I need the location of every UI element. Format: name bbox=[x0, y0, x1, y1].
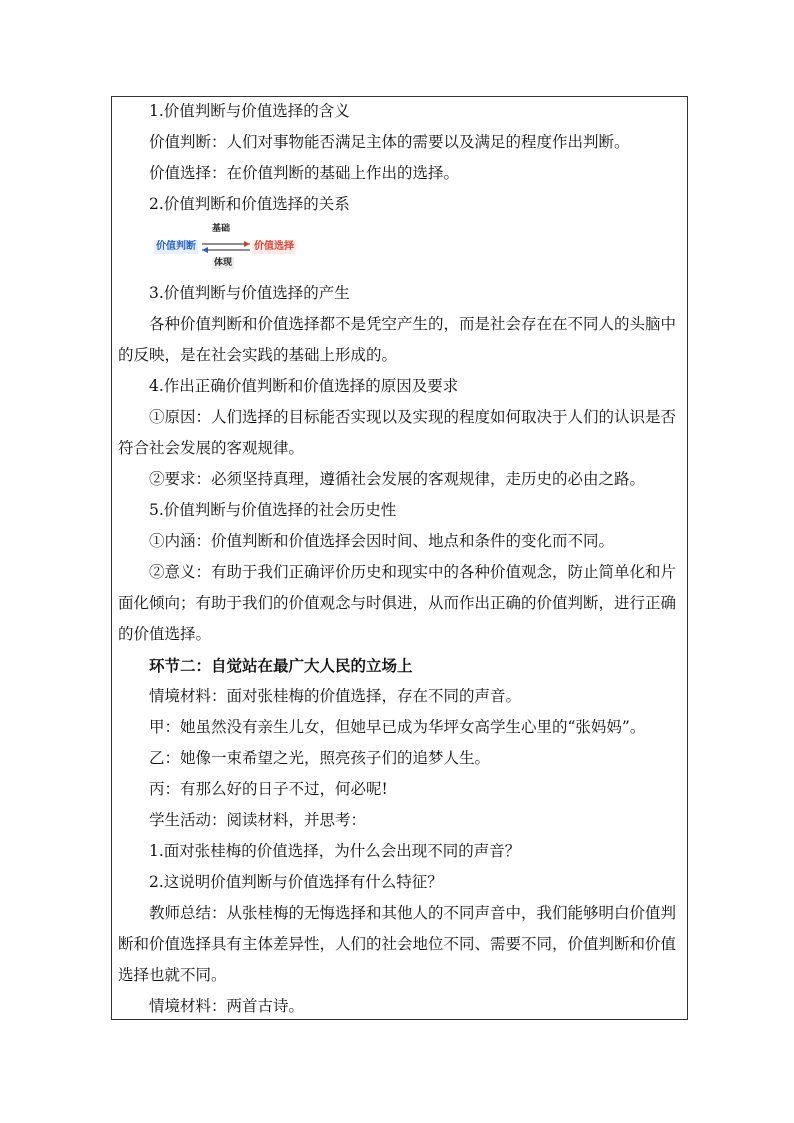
paragraph: 1.价值判断与价值选择的含义 bbox=[149, 102, 350, 120]
diagram-right-label: 价值选择 bbox=[254, 241, 294, 252]
paragraph: 2.价值判断和价值选择的关系 bbox=[149, 195, 350, 213]
paragraph: 各种价值判断和价值选择都不是凭空产生的，而是社会存在在不同人的头脑中的反映，是在社会实践的基础上形成的。 bbox=[118, 315, 677, 364]
paragraph: 教师总结：从张桂梅的无悔选择和其他人的不同声音中，我们能够明白价值判断和价值选择具有主体差异性，人们的社会地位不同、需要不同，价值判断和价值选择也就不同。 bbox=[118, 904, 677, 984]
paragraph: 学生活动：阅读材料，并思考： bbox=[149, 811, 367, 829]
paragraph: 丙：有那么好的日子不过，何必呢! bbox=[149, 780, 388, 798]
paragraph: 4.作出正确价值判断和价值选择的原因及要求 bbox=[149, 377, 459, 395]
document-content bbox=[118, 96, 684, 1022]
paragraph: 甲：她虽然没有亲生儿女，但她早已成为华坪女高学生心里的“张妈妈”。 bbox=[149, 718, 646, 736]
paragraph: ②要求：必须坚持真理，遵循社会发展的客观规律，走历史的必由之路。 bbox=[149, 470, 646, 488]
paragraph: 价值判断：人们对事物能否满足主体的需要以及满足的程度作出判断。 bbox=[149, 133, 630, 151]
paragraph: 3.价值判断与价值选择的产生 bbox=[149, 284, 350, 302]
paragraph: ②意义：有助于我们正确评价历史和现实中的各种价值观念，防止简单化和片面化倾向；有助于我们的价值观念与时俱进，从而作出正确的价值判断，进行正确的价值选择。 bbox=[118, 563, 677, 643]
paragraph: 乙：她像一束希望之光，照亮孩子们的追梦人生。 bbox=[149, 749, 491, 767]
paragraph: ①原因：人们选择的目标能否实现以及实现的程度如何取决于人们的认识是否符合社会发展的客观规律。 bbox=[118, 408, 677, 457]
paragraph: 情境材料：面对张桂梅的价值选择，存在不同的声音。 bbox=[149, 687, 522, 705]
diagram-top-label: 基础 bbox=[212, 224, 231, 234]
paragraph: 5.价值判断与价值选择的社会历史性 bbox=[149, 501, 397, 519]
paragraph: ①内涵：价值判断和价值选择会因时间、地点和条件的变化而不同。 bbox=[149, 532, 615, 550]
paragraph: 2.这说明价值判断与价值选择有什么特征？ bbox=[149, 873, 443, 891]
diagram-left-label: 价值判断 bbox=[156, 241, 196, 252]
paragraph: 1.面对张桂梅的价值选择，为什么会出现不同的声音？ bbox=[149, 842, 521, 860]
section-heading: 环节二：自觉站在最广大人民的立场上 bbox=[149, 656, 413, 675]
paragraph: 价值选择：在价值判断的基础上作出的选择。 bbox=[149, 164, 460, 182]
paragraph: 情境材料：两首古诗。 bbox=[149, 997, 305, 1015]
diagram-bottom-label: 体现 bbox=[214, 258, 233, 268]
relation-diagram bbox=[154, 222, 684, 278]
